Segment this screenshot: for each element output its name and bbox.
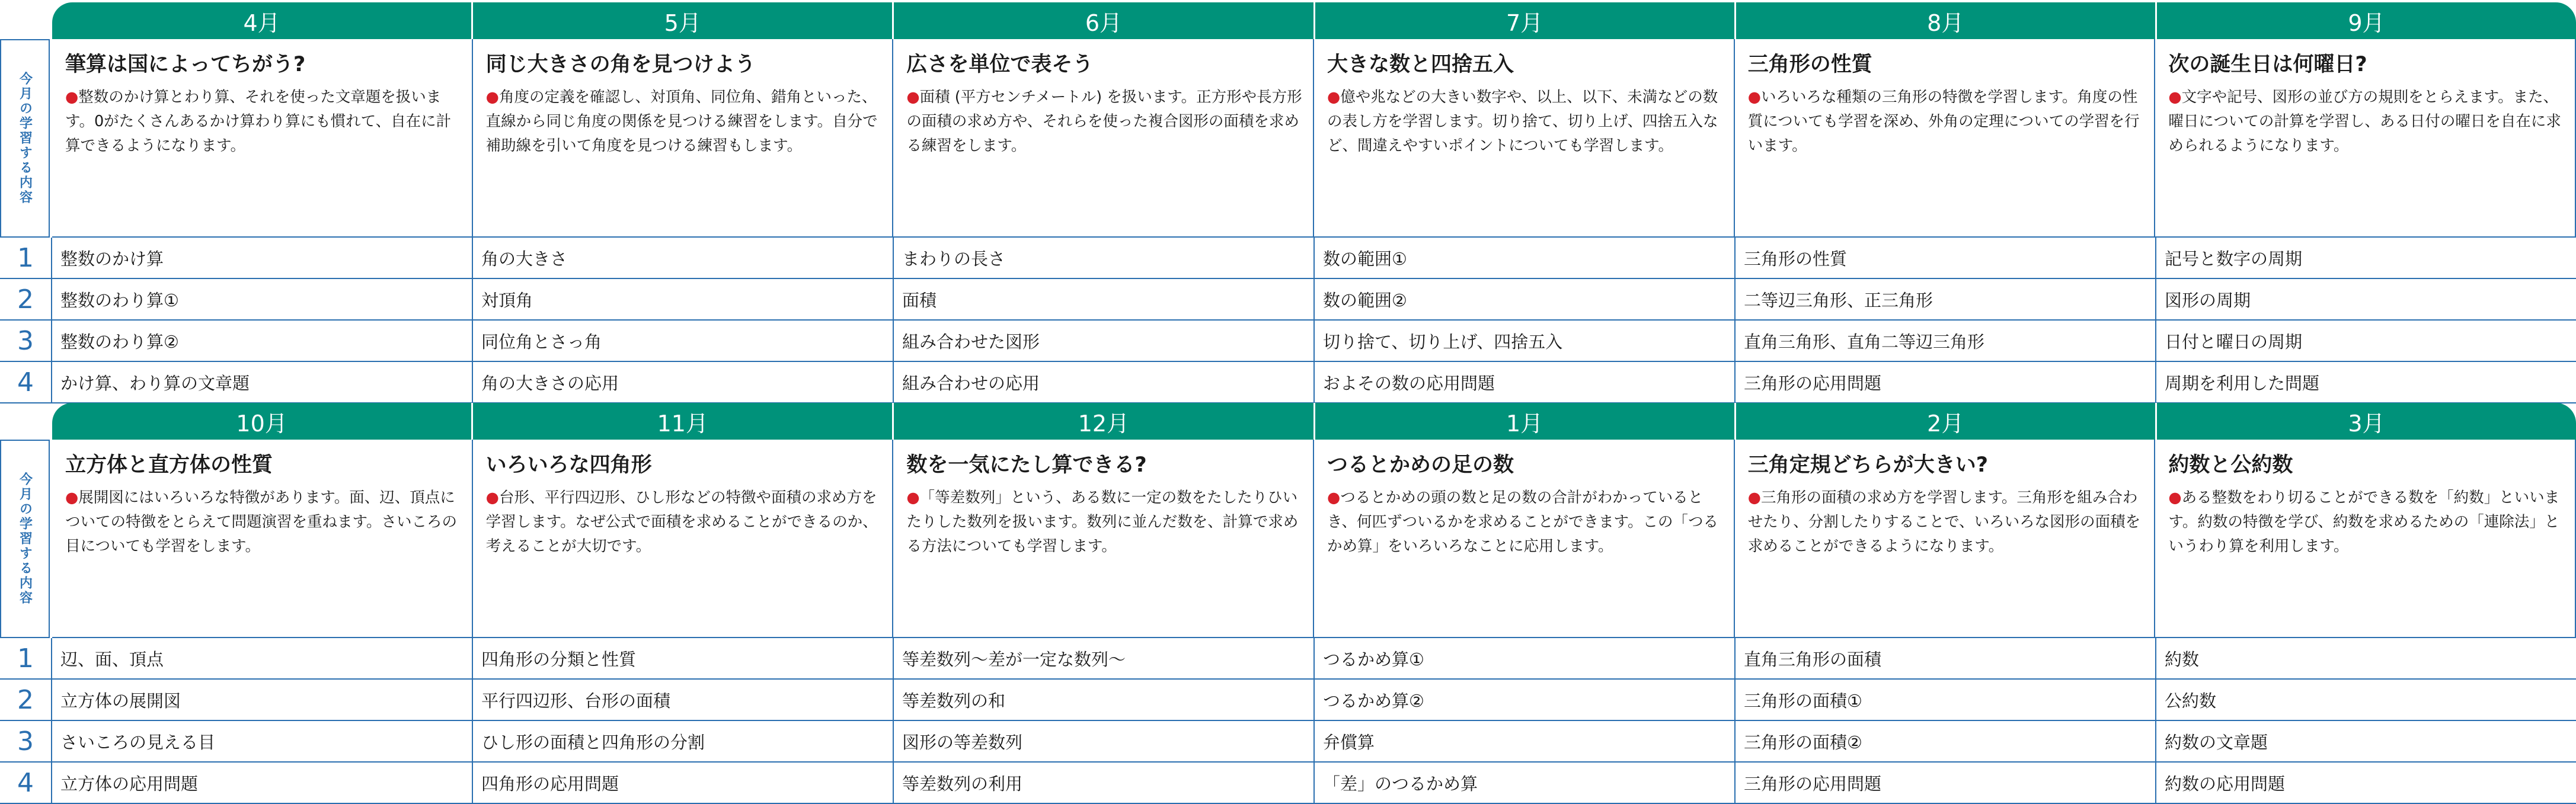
month-title: 大きな数と四捨五入 — [1327, 53, 1514, 76]
topic-cell: 三角形の応用問題 — [1736, 362, 2156, 402]
topic-row-2 — [0, 279, 2576, 321]
month-description-september — [2155, 39, 2576, 238]
month-title: つるとかめの足の数 — [1327, 453, 1514, 477]
topic-row-3 — [0, 321, 2576, 362]
month-description-april — [52, 39, 473, 238]
topic-row-1 — [0, 238, 2576, 279]
topic-cell: 組み合わせた図形 — [894, 321, 1315, 361]
bullet-icon: ● — [906, 88, 920, 106]
topic-row-4 — [0, 362, 2576, 403]
topic-cell: 四角形の応用問題 — [473, 763, 894, 803]
month-description-march — [2155, 440, 2576, 638]
topic-cell: 角の大きさの応用 — [473, 362, 894, 402]
topic-cell: 周期を利用した問題 — [2165, 373, 2320, 393]
topic-cell: 面積 — [894, 279, 1315, 319]
month-title: 三角定規どちらが大きい? — [1747, 453, 1988, 477]
side-label-box — [0, 39, 50, 238]
month-text-body: 角度の定義を確認し、対頂角、同位角、錯角といった、直線から同じ角度の関係を見つける練習をします。自分で補助線を引いて角度を見つける練習もします。 — [485, 88, 878, 155]
bullet-icon: ● — [485, 489, 499, 507]
topic-cell: 整数のかけ算 — [52, 238, 473, 278]
side-label-box — [0, 440, 50, 638]
month-title: 約数と公約数 — [2168, 453, 2293, 477]
topic-cell: 弁償算 — [1315, 721, 1736, 761]
month-text — [1327, 486, 1723, 558]
topic-cell: およその数の応用問題 — [1315, 362, 1736, 402]
month-text — [906, 85, 1302, 158]
month-description-may — [473, 39, 894, 238]
topic-cell: 辺、面、頂点 — [52, 638, 473, 678]
month-text-body: 展開図にはいろいろな特徴があります。面、辺、頂点についての特徴をとらえて問題演習を重ねます。さいころの目についても学習をします。 — [65, 489, 457, 555]
month-header-march: 3月 — [2348, 410, 2385, 437]
topic-cell: 日付と曜日の周期 — [2165, 331, 2303, 352]
side-label: 今月の学習する内容 — [17, 472, 33, 606]
month-header-april: 4月 — [52, 2, 473, 39]
topic-cell: 三角形の応用問題 — [1736, 763, 2156, 803]
bullet-icon: ● — [65, 88, 79, 106]
month-text-body: つるとかめの頭の数と足の数の合計がわかっているとき、何匹ずついるかを求めることができます。この「つるかめ算」をいろいろなことに応用します。 — [1327, 489, 1718, 555]
month-header-february: 2月 — [1736, 403, 2157, 440]
bullet-icon: ● — [906, 489, 920, 507]
month-title: 立方体と直方体の性質 — [65, 453, 273, 477]
month-title: 数を一気にたし算できる? — [906, 453, 1147, 477]
month-text-body: ある整数をわり切ることができる数を「約数」といいます。約数の特徴を学び、約数を求めるための「連除法」というわり算を利用します。 — [2168, 489, 2560, 555]
topic-cell: 公約数 — [2165, 690, 2217, 711]
topic-cell: 立方体の応用問題 — [52, 763, 473, 803]
month-text-body: 文字や記号、図形の並び方の規則をとらえます。また、曜日についての計算を学習し、ある日付の曜日を自在に求められるようになります。 — [2168, 88, 2561, 155]
topic-cell: 整数のわり算① — [52, 279, 473, 319]
month-title: 筆算は国によってちがう? — [65, 53, 306, 76]
bullet-icon: ● — [2168, 489, 2182, 507]
bullet-icon: ● — [1327, 88, 1341, 106]
topic-cell: 直角三角形、直角二等辺三角形 — [1736, 321, 2156, 361]
topic-cell: つるかめ算① — [1315, 638, 1736, 678]
topic-cell: 三角形の面積② — [1736, 721, 2156, 761]
month-description-july — [1314, 39, 1735, 238]
topic-cell: 図形の等差数列 — [894, 721, 1315, 761]
month-description-june — [893, 39, 1314, 238]
month-header-august: 8月 — [1736, 2, 2157, 39]
topic-cell: 立方体の展開図 — [52, 680, 473, 720]
month-title: 次の誕生日は何曜日? — [2168, 53, 2367, 76]
month-title: 広さを単位で表そう — [906, 53, 1094, 76]
topic-row-1 — [0, 638, 2576, 680]
row-number: 1 — [0, 638, 52, 678]
month-text — [65, 85, 461, 158]
month-description-august — [1735, 39, 2156, 238]
topic-cell: 直角三角形の面積 — [1736, 638, 2156, 678]
month-text-body: 台形、平行四辺形、ひし形などの特徴や面積の求め方を学習します。なぜ公式で面積を求めることができるのか、考えることが大切です。 — [485, 489, 878, 555]
topic-table — [0, 638, 2576, 804]
bullet-icon: ● — [1327, 489, 1341, 507]
month-description-february — [1735, 440, 2156, 638]
row-number: 4 — [0, 362, 52, 402]
topic-cell: 等差数列の和 — [894, 680, 1315, 720]
topic-cell: 四角形の分類と性質 — [473, 638, 894, 678]
topic-cell: 角の大きさ — [473, 238, 894, 278]
month-text-body: 三角形の面積の求め方を学習します。三角形を組み合わせたり、分割したりすることで、いろいろな図形の面積を求めることができるようになります。 — [1747, 489, 2141, 555]
row-number: 3 — [0, 321, 52, 361]
month-header-row — [52, 403, 2576, 440]
month-text — [2168, 85, 2564, 158]
month-text — [1327, 85, 1723, 158]
topic-cell: 三角形の性質 — [1736, 238, 2156, 278]
month-title: 三角形の性質 — [1747, 53, 1872, 76]
topic-cell: 約数 — [2165, 649, 2200, 670]
month-description-november — [473, 440, 894, 638]
month-text-body: 億や兆などの大きい数字や、以上、以下、未満などの数の表し方を学習します。切り捨て、切り上げ、四捨五入など、間違えやすいポイントについても学習します。 — [1327, 88, 1718, 155]
topic-cell: 三角形の面積① — [1736, 680, 2156, 720]
month-header-july: 7月 — [1315, 2, 1736, 39]
month-text — [2168, 486, 2564, 558]
row-number: 2 — [0, 279, 52, 319]
month-header-may: 5月 — [473, 2, 894, 39]
row-number: 4 — [0, 763, 52, 803]
description-row — [52, 440, 2576, 638]
month-description-october — [52, 440, 473, 638]
month-header-january: 1月 — [1315, 403, 1736, 440]
topic-cell: 等差数列～差が一定な数列～ — [894, 638, 1315, 678]
topic-cell: つるかめ算② — [1315, 680, 1736, 720]
topic-cell: 平行四辺形、台形の面積 — [473, 680, 894, 720]
topic-table — [0, 238, 2576, 403]
bullet-icon: ● — [1747, 88, 1761, 106]
topic-row-2 — [0, 680, 2576, 721]
topic-cell: 二等辺三角形、正三角形 — [1736, 279, 2156, 319]
month-text — [486, 85, 882, 158]
side-label: 今月の学習する内容 — [17, 72, 33, 205]
row-number: 2 — [0, 680, 52, 720]
topic-cell: 約数の文章題 — [2165, 732, 2268, 752]
month-text — [1748, 85, 2144, 158]
topic-cell: ひし形の面積と四角形の分割 — [473, 721, 894, 761]
month-text — [1748, 486, 2144, 558]
bullet-icon: ● — [65, 489, 79, 507]
month-header-row — [52, 2, 2576, 39]
topic-cell: 同位角とさっ角 — [473, 321, 894, 361]
month-header-june: 6月 — [894, 2, 1315, 39]
topic-cell: 「差」のつるかめ算 — [1315, 763, 1736, 803]
month-title: いろいろな四角形 — [485, 453, 652, 477]
month-text-body: 整数のかけ算とわり算、それを使った文章題を扱います。0がたくさんあるかけ算わり算にも慣れて、自在に計算できるようになります。 — [65, 88, 452, 155]
description-row — [52, 39, 2576, 238]
bullet-icon: ● — [485, 88, 499, 106]
topic-cell: 等差数列の利用 — [894, 763, 1315, 803]
month-text-body: いろいろな種類の三角形の特徴を学習します。角度の性質についても学習を深め、外角の定理についての学習を行います。 — [1747, 88, 2140, 155]
topic-row-4 — [0, 763, 2576, 804]
topic-cell: 整数のわり算② — [52, 321, 473, 361]
topic-cell: 数の範囲② — [1315, 279, 1736, 319]
topic-cell: 対頂角 — [473, 279, 894, 319]
row-number: 3 — [0, 721, 52, 761]
month-text-body: 「等差数列」という、ある数に一定の数をたしたりひいたりした数列を扱います。数列に並んだ数を、計算で求める方法についても学習します。 — [906, 489, 1299, 555]
month-header-september: 9月 — [2348, 9, 2385, 36]
topic-cell: さいころの見える目 — [52, 721, 473, 761]
topic-cell: 数の範囲① — [1315, 238, 1736, 278]
month-text-body: 面積 (平方センチメートル) を扱います。正方形や長方形の面積の求め方や、それらを使った複合図形の面積を求める練習をします。 — [906, 88, 1302, 155]
topic-cell: 記号と数字の周期 — [2165, 248, 2303, 269]
bullet-icon: ● — [1747, 489, 1761, 507]
topic-cell: 切り捨て、切り上げ、四捨五入 — [1315, 321, 1736, 361]
month-description-december — [893, 440, 1314, 638]
month-header-october: 10月 — [52, 403, 473, 440]
month-header-december: 12月 — [894, 403, 1315, 440]
topic-cell: 組み合わせの応用 — [894, 362, 1315, 402]
topic-row-3 — [0, 721, 2576, 763]
month-title: 同じ大きさの角を見つけよう — [485, 53, 756, 76]
row-number: 1 — [0, 238, 52, 278]
month-description-january — [1314, 440, 1735, 638]
topic-cell: 図形の周期 — [2165, 290, 2251, 310]
month-text — [906, 486, 1302, 558]
topic-cell: 約数の応用問題 — [2165, 773, 2286, 794]
topic-cell: まわりの長さ — [894, 238, 1315, 278]
topic-cell: かけ算、わり算の文章題 — [52, 362, 473, 402]
bullet-icon: ● — [2168, 88, 2182, 106]
month-header-november: 11月 — [473, 403, 894, 440]
month-text — [65, 486, 461, 558]
month-text — [486, 486, 882, 558]
